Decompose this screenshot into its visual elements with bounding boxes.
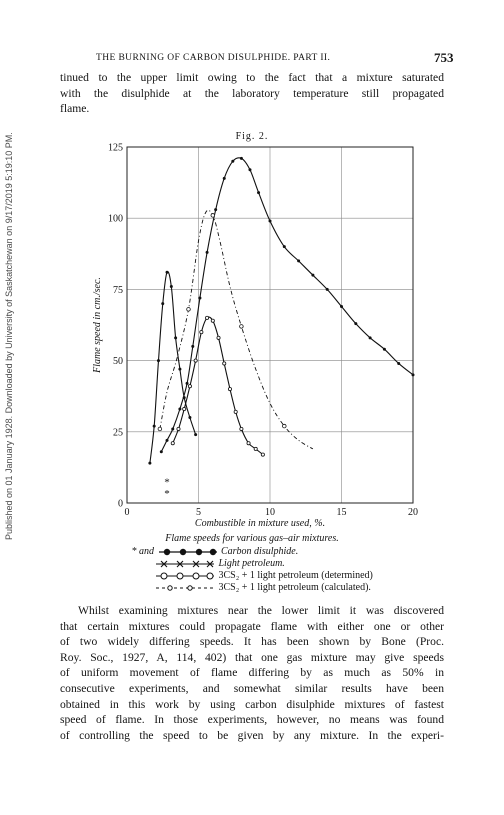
data-point bbox=[187, 308, 191, 312]
data-point bbox=[261, 453, 264, 456]
text-line: of two widely differing speeds. It has been shown by Bone (Proc. bbox=[60, 635, 444, 649]
data-point bbox=[161, 302, 164, 305]
y-tick-label: 100 bbox=[108, 213, 123, 225]
y-tick-label: 0 bbox=[118, 498, 123, 510]
data-point bbox=[234, 410, 237, 413]
download-watermark-text: Published on 01 January 1928. Downloaded by University of Saskatchewan on 9/17/2019 5:19:10 PM. bbox=[4, 132, 14, 540]
data-point bbox=[369, 336, 372, 339]
data-point bbox=[178, 408, 181, 411]
data-point bbox=[247, 442, 250, 445]
data-point bbox=[217, 336, 220, 339]
data-point bbox=[191, 345, 194, 348]
data-point bbox=[205, 316, 208, 319]
y-tick-label: 125 bbox=[108, 142, 123, 154]
data-point bbox=[206, 251, 209, 254]
text-line: tinued to the upper limit owing to the fact that a mixture saturated bbox=[60, 71, 444, 84]
legend-marker-filled bbox=[157, 547, 219, 557]
data-point bbox=[326, 288, 329, 291]
series-line bbox=[150, 272, 196, 463]
data-point bbox=[240, 157, 243, 160]
data-point bbox=[194, 433, 197, 436]
text-line: Whilst examining mixtures near the lower limit it was discovered bbox=[78, 604, 444, 617]
data-point bbox=[211, 214, 215, 218]
legend-item-carbon-disulphide bbox=[110, 546, 298, 557]
data-point bbox=[254, 447, 257, 450]
text-line: consecutive experiments, and somewhat similar results have been bbox=[60, 681, 444, 695]
data-point bbox=[383, 348, 386, 351]
data-point bbox=[171, 442, 174, 445]
series-3 bbox=[171, 316, 264, 456]
legend-marker-dashed bbox=[154, 583, 216, 593]
series-1 bbox=[164, 477, 170, 500]
data-point bbox=[157, 359, 160, 362]
chart-ticks bbox=[108, 143, 418, 519]
legend-item-calculated bbox=[154, 582, 371, 593]
legend-marker-open bbox=[154, 571, 216, 581]
x-tick-label: 0 bbox=[124, 507, 130, 518]
y-tick-label: 50 bbox=[113, 356, 123, 368]
data-point bbox=[158, 427, 162, 431]
data-point bbox=[340, 305, 343, 308]
data-point bbox=[148, 462, 151, 465]
x-tick-label: 20 bbox=[408, 507, 418, 518]
text-line: obtained in this work by using carbon disulphide mixtures of fastest bbox=[60, 697, 444, 711]
data-point bbox=[153, 425, 156, 428]
asterisk-point: * bbox=[164, 488, 170, 501]
page-number: 753 bbox=[434, 50, 454, 65]
text-line: with the disulphide at the laboratory temperature still propagated bbox=[60, 86, 444, 100]
legend-prefix: * and bbox=[131, 546, 154, 557]
figure-label: Fig. 2. bbox=[235, 131, 269, 142]
data-point bbox=[171, 427, 174, 430]
data-point bbox=[200, 331, 203, 334]
data-point bbox=[211, 319, 214, 322]
text-line: of uniform movement of flame differing by as much as 50% in bbox=[60, 666, 444, 680]
legend-text: Carbon disulphide. bbox=[221, 546, 299, 557]
y-tick-label: 25 bbox=[113, 427, 123, 439]
asterisk-point: * bbox=[164, 476, 170, 489]
chart-grid bbox=[127, 147, 413, 503]
data-point bbox=[194, 359, 197, 362]
legend-item-light-petroleum bbox=[154, 558, 285, 569]
data-point bbox=[214, 208, 217, 211]
data-point bbox=[354, 322, 357, 325]
data-point bbox=[178, 368, 181, 371]
data-point bbox=[166, 439, 169, 442]
data-point bbox=[240, 325, 244, 329]
data-point bbox=[240, 427, 243, 430]
data-point bbox=[397, 362, 400, 365]
data-point bbox=[188, 385, 191, 388]
x-axis-label: Combustible in mixture used, %. bbox=[194, 518, 326, 529]
text-line: flame. bbox=[60, 102, 90, 116]
data-point bbox=[257, 191, 260, 194]
series-line bbox=[161, 158, 413, 452]
data-point bbox=[283, 424, 287, 428]
x-tick-label: 10 bbox=[265, 507, 275, 518]
data-point bbox=[183, 396, 186, 399]
y-axis-label: Flame speed in cm./sec. bbox=[92, 277, 103, 373]
data-point bbox=[177, 427, 180, 430]
data-point bbox=[248, 168, 251, 171]
legend-item-determined bbox=[154, 570, 373, 581]
data-point bbox=[231, 160, 234, 163]
running-head: THE BURNING OF CARBON DISULPHIDE. PART II. bbox=[96, 53, 331, 63]
text-line: of controlling the speed to be given by any mixture. In the experi- bbox=[60, 728, 444, 742]
data-point bbox=[198, 296, 201, 299]
data-point bbox=[183, 407, 186, 410]
x-tick-label: 15 bbox=[336, 507, 347, 518]
data-point bbox=[166, 271, 169, 274]
text-line: Roy. Soc., 1927, A, 114, 402) that one gas mixture may give speeds bbox=[60, 650, 444, 664]
text-line: that certain mixtures could propagate flame with either one or other bbox=[60, 619, 444, 633]
data-point bbox=[188, 416, 191, 419]
legend-marker-cross bbox=[154, 559, 216, 569]
data-point bbox=[170, 285, 173, 288]
data-point bbox=[269, 220, 272, 223]
body-paragraph bbox=[60, 603, 444, 743]
text-line: speed of flame. In those experiments, however, no means was found bbox=[60, 713, 444, 727]
data-point bbox=[297, 259, 300, 262]
data-point bbox=[223, 362, 226, 365]
data-point bbox=[174, 336, 177, 339]
legend-text: Light petroleum. bbox=[218, 558, 285, 569]
data-point bbox=[311, 274, 314, 277]
chart-series bbox=[148, 157, 414, 500]
data-point bbox=[223, 177, 226, 180]
y-tick-label: 75 bbox=[113, 284, 123, 296]
series-0 bbox=[160, 157, 415, 453]
legend-text: 3CS₂ + 1 light petroleum (calculated). bbox=[218, 582, 371, 593]
x-tick-label: 5 bbox=[196, 507, 201, 518]
data-point bbox=[186, 382, 189, 385]
data-point bbox=[412, 373, 415, 376]
figure-caption: Flame speeds for various gas–air mixtures. bbox=[165, 533, 339, 544]
legend-text: 3CS₂ + 1 light petroleum (determined) bbox=[218, 570, 373, 581]
data-point bbox=[160, 450, 163, 453]
data-point bbox=[283, 245, 286, 248]
data-point bbox=[228, 387, 231, 390]
